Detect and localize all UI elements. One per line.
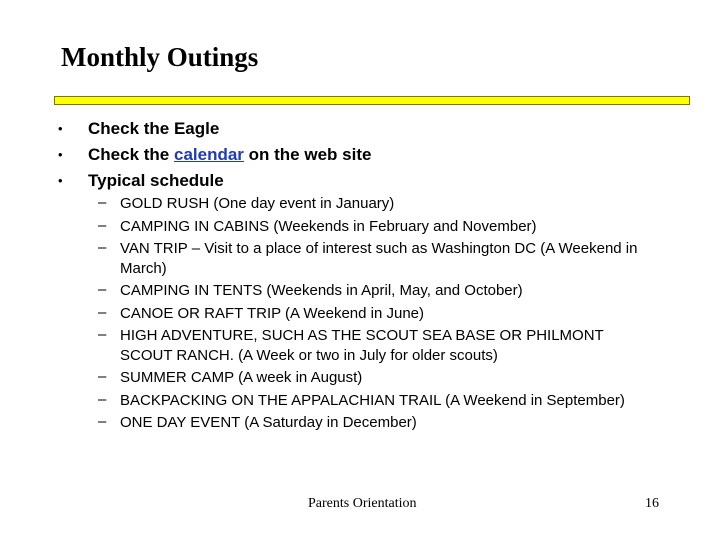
bullet-text: Typical schedule (88, 171, 224, 190)
bullet-item-schedule (0, 169, 720, 195)
page-number: 16 (645, 496, 659, 511)
bullet-text-post: on the web site (243, 145, 372, 164)
schedule-item (0, 239, 720, 278)
schedule-text: BACKPACKING ON THE APPALACHIAN TRAIL (A Weekend in September) (120, 391, 625, 409)
bullet-dot: • (58, 173, 63, 188)
schedule-item (0, 281, 720, 301)
schedule-item (0, 194, 720, 214)
dash-marker: – (98, 413, 107, 430)
bullet-text: Check the Eagle (88, 119, 220, 138)
schedule-text: CANOE OR RAFT TRIP (A Weekend in June) (120, 304, 424, 322)
schedule-text: GOLD RUSH (One day event in January) (120, 195, 395, 212)
schedule-item (0, 413, 720, 433)
schedule-item (0, 217, 720, 237)
dash-marker: – (98, 303, 107, 321)
dash-marker: – (98, 239, 107, 256)
bullet-list (0, 117, 720, 195)
bullet-item-eagle (0, 117, 720, 143)
schedule-item (0, 304, 720, 324)
schedule-text: CAMPING IN CABINS (Weekends in February and November) (120, 217, 537, 235)
schedule-list (0, 194, 720, 436)
schedule-item (0, 391, 720, 411)
schedule-item (0, 326, 720, 365)
dash-marker: – (98, 368, 107, 385)
title-underline-bar (54, 96, 690, 105)
bullet-dot: • (58, 121, 63, 136)
dash-marker: – (98, 281, 107, 298)
bullet-text-pre: Check the (88, 145, 174, 164)
dash-marker: – (98, 390, 107, 408)
bullet-dot: • (58, 147, 63, 162)
slide-title: Monthly Outings (61, 42, 259, 72)
schedule-text: VAN TRIP – Visit to a place of interest such as Washington DC (A Weekend in March) (120, 240, 638, 277)
calendar-link[interactable]: calendar (173, 145, 244, 164)
slide-footer: Parents Orientation (308, 496, 417, 511)
bullet-item-calendar (0, 143, 720, 169)
schedule-text: HIGH ADVENTURE, SUCH AS THE SCOUT SEA BASE OR PHILMONT SCOUT RANCH. (A Week or two in July for older scouts) (120, 327, 604, 364)
dash-marker: – (98, 216, 107, 234)
bullet-text (88, 145, 371, 165)
schedule-item (0, 368, 720, 388)
dash-marker: – (98, 326, 107, 343)
schedule-text: ONE DAY EVENT (A Saturday in December) (120, 414, 417, 431)
schedule-text: CAMPING IN TENTS (Weekends in April, May, and October) (120, 282, 523, 299)
dash-marker: – (98, 194, 107, 211)
schedule-text: SUMMER CAMP (A week in August) (120, 369, 363, 386)
